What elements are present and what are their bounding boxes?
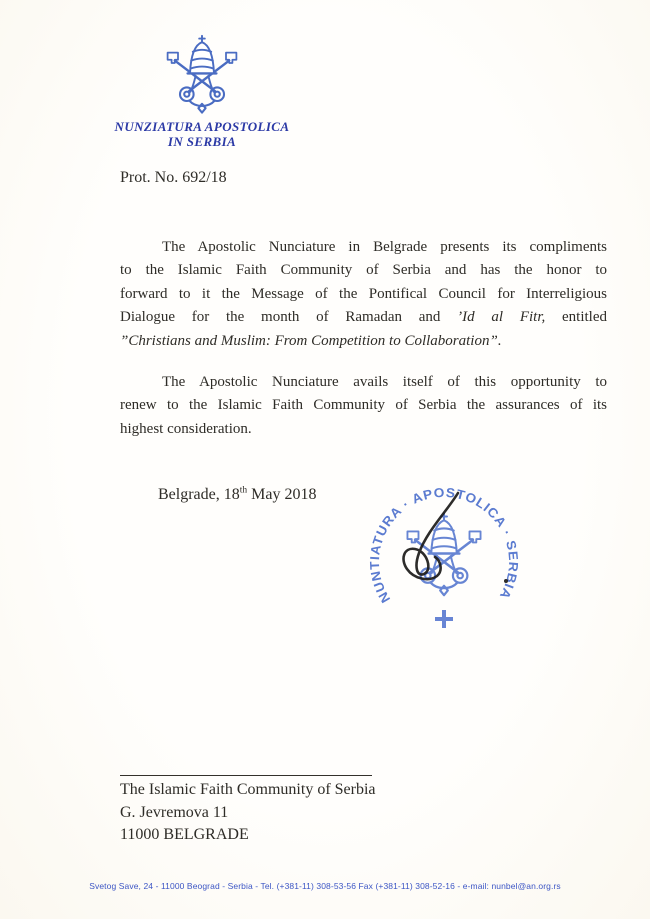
paragraph-line-title-quote: ”Christians and Muslim: From Competition to Collaboration”. [120,332,502,349]
stamp-ring-text: NUNTIATURA · APOSTOLICA · SERBIA [366,484,522,606]
cross-icon [435,610,453,628]
letterhead-title [94,119,310,149]
paragraph-line: to the Islamic Faith Community of Serbia and has the honor to [120,262,607,279]
recipient-name: The Islamic Faith Community of Serbia [120,781,376,798]
protocol-number: Prot. No. 692/18 [120,169,227,186]
footer-contact-line: Svetog Save, 24 - 11000 Beograd - Serbia - Tel. (+381-11) 308-53-56 Fax (+381-11) 308-52-16 - e-mail: nunbel@an.org.rs [89,881,561,891]
address-rule [120,775,372,776]
line-text: entitled [545,309,607,326]
body-paragraph-1 [120,236,607,353]
date-month-year: May 2018 [247,486,317,503]
nunciature-stamp [357,479,533,645]
paragraph-line: The Apostolic Nunciature in Belgrade presents its compliments [162,239,607,255]
italic-phrase: ’Id al Fitr, [457,309,546,326]
paragraph-line: highest consideration. [120,420,252,437]
date-city-day: Belgrade, 18 [158,486,240,503]
line-text: Dialogue for the month of Ramadan and [120,309,458,326]
dateline [158,486,316,504]
ordinal-suffix: th [239,485,248,496]
recipient-city: 11000 BELGRADE [120,826,249,843]
paragraph-line: The Apostolic Nunciature avails itself of this opportunity to [162,374,607,390]
letterhead-line2: IN SERBIA [167,134,237,149]
paragraph-line [120,306,607,329]
recipient-address [120,775,376,847]
body-paragraph-2 [120,371,607,441]
papal-tiara-crossed-keys-icon [154,33,250,117]
paragraph-line: forward to it the Message of the Pontifical Council for Interreligious [120,285,607,302]
paragraph-line: renew to the Islamic Faith Community of Serbia the assurances of its [120,397,607,414]
letterhead-line1: NUNZIATURA APOSTOLICA [114,119,290,134]
recipient-street: G. Jevremova 11 [120,803,229,821]
